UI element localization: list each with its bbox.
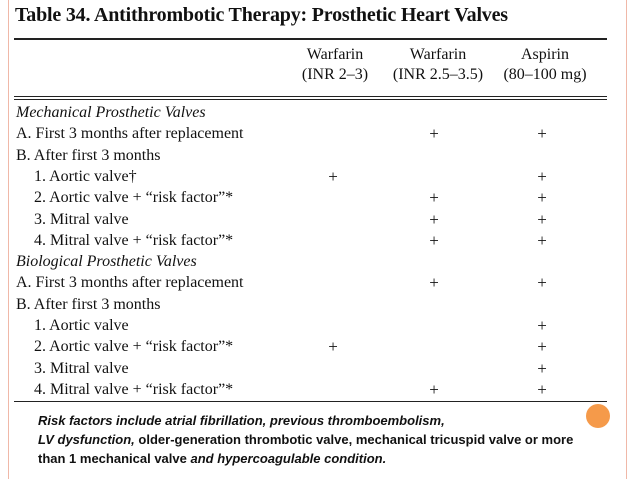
plus-mark: + [429, 273, 439, 293]
row-label: A. First 3 months after replacement [16, 274, 244, 292]
plus-mark: + [537, 358, 547, 378]
row-label: 2. Aortic valve + “risk factor”* [34, 189, 234, 207]
column-header-line1: Warfarin [306, 46, 364, 63]
row-label: 4. Mitral valve + “risk factor”* [34, 231, 234, 249]
footnote-part2: LV dysfunction, [38, 432, 135, 447]
plus-mark: + [429, 124, 439, 144]
column-header-warfarin-2-3 [290, 45, 380, 85]
plus-mark: + [537, 379, 547, 399]
plus-mark: + [328, 337, 338, 357]
footnote [38, 411, 598, 468]
column-header-warfarin-2-5-3-5 [386, 45, 490, 85]
bottom-rule [14, 401, 607, 402]
column-header-line2: (INR 2–3) [301, 66, 369, 83]
plus-mark: + [537, 188, 547, 208]
row-label: B. After first 3 months [16, 146, 161, 164]
row-label: 1. Aortic valve† [34, 167, 137, 185]
footnote-part4: and hypercoagulable condition. [190, 451, 387, 466]
column-header-line1: Warfarin [409, 46, 467, 63]
plus-mark: + [537, 230, 547, 250]
section-heading: Biological Prosthetic Valves [16, 253, 197, 271]
row-label: 3. Mitral valve [34, 210, 129, 228]
plus-mark: + [429, 188, 439, 208]
plus-mark: + [537, 316, 547, 335]
footnote-part3: older-generation thrombotic valve, mechanical tricuspid valve or more than 1 mechanical valve [38, 432, 574, 466]
plus-mark: + [429, 379, 439, 399]
plus-mark: + [537, 166, 547, 186]
plus-mark: + [537, 337, 547, 357]
footnote-part1: Risk factors include atrial fibrillation, previous thromboembolism, [38, 413, 445, 428]
plus-mark: + [537, 124, 547, 144]
title-rule [14, 38, 607, 40]
column-header-line2: (80–100 mg) [503, 66, 587, 83]
row-label: 1. Aortic valve [34, 317, 129, 334]
plus-mark: + [537, 273, 547, 293]
row-label: A. First 3 months after replacement [16, 125, 244, 143]
header-rule-2 [14, 99, 607, 100]
table-title: Table 34. Antithrombotic Therapy: Prosthetic Heart Valves [15, 4, 508, 26]
plus-mark: + [429, 230, 439, 250]
row-label: 3. Mitral valve [34, 359, 129, 377]
row-label: B. After first 3 months [16, 295, 161, 313]
frame-line-left [8, 0, 9, 479]
column-header-aspirin [492, 45, 598, 85]
row-label: 4. Mitral valve + “risk factor”* [34, 380, 234, 398]
row-label: 2. Aortic valve + “risk factor”* [34, 338, 234, 356]
column-header-line1: Aspirin [521, 46, 569, 63]
section-heading: Mechanical Prosthetic Valves [16, 104, 206, 121]
plus-mark: + [429, 209, 439, 229]
plus-mark: + [537, 209, 547, 229]
column-header-line2: (INR 2.5–3.5) [392, 66, 484, 83]
header-rule [14, 96, 607, 97]
plus-mark: + [328, 166, 338, 186]
frame-line-right [626, 0, 627, 479]
